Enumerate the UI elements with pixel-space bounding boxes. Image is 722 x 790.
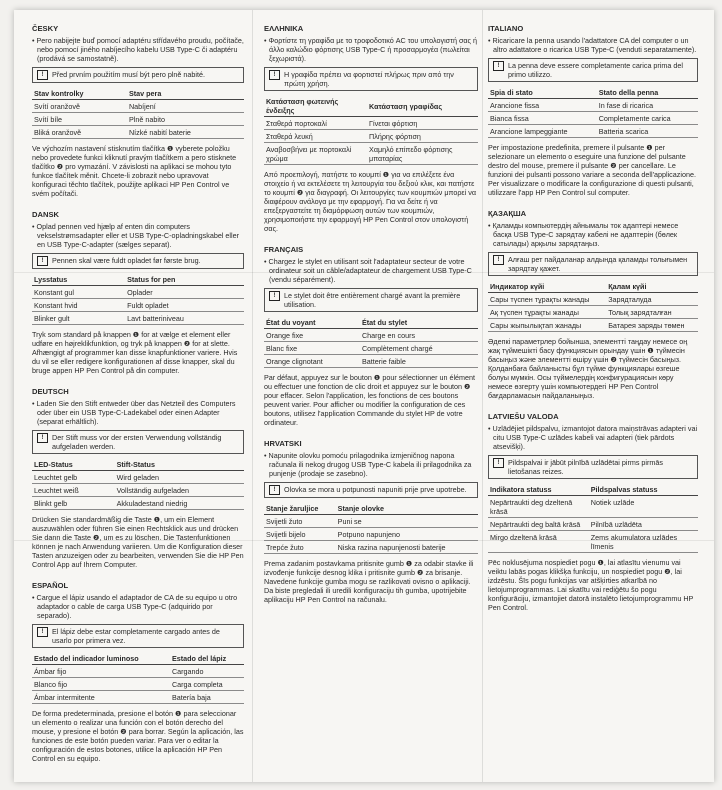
charging-instruction: • Ricaricare la penna usando l'adattatore CA del computer o un altro adattatore o ricarica USB Type-C (venduti separatamente). xyxy=(488,36,697,54)
table-row xyxy=(264,528,478,541)
note-text: Olovka se mora u potpunosti napuniti prije prve upotrebe. xyxy=(284,485,467,494)
note-icon: ! xyxy=(37,627,48,637)
note-box xyxy=(488,455,698,479)
table-header: Spia di stato xyxy=(488,87,597,99)
table-cell: Potpuno napunjeno xyxy=(336,528,478,541)
table-row xyxy=(32,484,244,497)
section-title: HRVATSKI xyxy=(264,439,302,448)
note-icon: ! xyxy=(37,70,48,80)
table-cell: Oplader xyxy=(125,286,244,299)
table-header: Pildspalvas statuss xyxy=(589,484,698,496)
section-title: ESPAÑOL xyxy=(32,581,69,590)
status-table xyxy=(32,274,244,325)
status-table xyxy=(488,281,698,332)
note-box xyxy=(32,253,244,269)
table-header: État du voyant xyxy=(264,317,360,329)
note-text: La penna deve essere completamente carica prima del primo utilizzo. xyxy=(508,61,683,79)
status-table xyxy=(32,653,244,704)
column-left xyxy=(32,24,244,775)
body-text: Pēc noklusējuma nospiediet pogu ❶, lai atlasītu vienumu vai veiktu labās pogas klikšķa funkciju, un nospiediet pogu ❷, lai izdzēstu. Šīs pogu funkcijas var atšķirties atkarībā no lietojumprogrammas. Lai skatītu vai rediģētu šo pogu konfigurāciju, izmantojiet datorā instalēto lietojumprogrammu HP Pen Control. xyxy=(488,558,694,612)
note-icon: ! xyxy=(269,291,280,301)
table-row xyxy=(32,100,244,113)
table-header: État du stylet xyxy=(360,317,478,329)
column-middle xyxy=(264,24,478,616)
table-cell: Arancione lampeggiante xyxy=(488,125,597,138)
section-title: ITALIANO xyxy=(488,24,524,33)
fold-line xyxy=(482,10,483,782)
section-deutsch xyxy=(32,387,244,569)
table-cell: Akkuladestand niedrig xyxy=(115,497,244,510)
table-header: Estado del lápiz xyxy=(170,653,244,665)
table-cell: Батарея заряды төмен xyxy=(606,319,698,332)
table-cell: Niska razina napunjenosti baterije xyxy=(336,541,478,554)
table-cell: Χαμηλό επίπεδο φόρτισης μπαταρίας xyxy=(367,143,478,165)
note-text: Pennen skal være fuldt opladet før første brug. xyxy=(52,256,201,265)
note-box xyxy=(488,58,698,82)
body-text: Prema zadanim postavkama pritisnite gumb ❶ za odabir stavke ili izvođenje funkcije desnog klika i pritisnite gumb ❷ za brisanje. Navedene funkcije gumba mogu se razlikovati ovisno o aplikaciji. Da biste pregledali ili uredili konfiguraciju tih gumba, upotrijebite aplikaciju HP Pen Control na računalu. xyxy=(264,559,474,604)
charging-instruction: • Laden Sie den Stift entweder über das Netzteil des Computers oder über ein USB Type-C-Ladekabel oder einen Adapter (separat erhältlich). xyxy=(32,399,236,426)
table-row xyxy=(264,329,478,342)
table-row xyxy=(264,130,478,143)
table-cell: Σταθερά λευκή xyxy=(264,130,367,143)
table-cell: Charge en cours xyxy=(360,329,478,342)
note-box xyxy=(488,252,698,276)
charging-instruction: • Uzlādējiet pildspalvu, izmantojot datora maiņstrāvas adapteri vai citu USB Type-C uzlādes kabeli vai adapteri (tiek pārdots atsevišķi). xyxy=(488,424,698,451)
table-cell: Konstant hvid xyxy=(32,299,125,312)
table-header: Stav kontrolky xyxy=(32,88,127,100)
note-icon: ! xyxy=(493,61,504,71)
charging-instruction: • Chargez le stylet en utilisant soit l'adaptateur secteur de votre ordinateur soit un câble/adaptateur de chargement USB Type-C (vendu séparément). xyxy=(264,257,472,284)
table-cell: Сары жыпылықтап жанады xyxy=(488,319,606,332)
table-cell: Svijetli žuto xyxy=(264,515,336,528)
table-cell: Zems akumulatora uzlādes līmenis xyxy=(589,531,698,553)
table-row xyxy=(264,117,478,130)
table-cell: Blanc fixe xyxy=(264,342,360,355)
table-row xyxy=(32,665,244,678)
table-header: Stift-Status xyxy=(115,459,244,471)
table-cell: Ámbar fijo xyxy=(32,665,170,678)
table-header: Indikatora statuss xyxy=(488,484,589,496)
section-title: ČESKY xyxy=(32,24,59,33)
table-cell: Complètement chargé xyxy=(360,342,478,355)
note-icon: ! xyxy=(37,433,48,443)
table-header: Stanje žaruljice xyxy=(264,503,336,515)
note-icon: ! xyxy=(269,70,280,80)
note-text: Алғаш рет пайдаланар алдында қаламды толығымен зарядтау қажет. xyxy=(508,255,688,273)
table-cell: Svítí bíle xyxy=(32,113,127,126)
table-row xyxy=(264,143,478,165)
note-box xyxy=(264,288,478,312)
section-title: ΕΛΛΗΝΙΚΑ xyxy=(264,24,304,33)
status-table xyxy=(264,503,478,554)
table-row xyxy=(488,496,698,518)
table-cell: Vollständig aufgeladen xyxy=(115,484,244,497)
table-cell: Ámbar intermitente xyxy=(32,691,170,704)
table-cell: Leuchtet gelb xyxy=(32,471,115,484)
table-cell: Orange fixe xyxy=(264,329,360,342)
status-table xyxy=(488,87,698,138)
table-cell: Fuldt opladet xyxy=(125,299,244,312)
table-row xyxy=(264,541,478,554)
section-francais xyxy=(264,245,478,427)
table-cell: Blanco fijo xyxy=(32,678,170,691)
charging-instruction: • Қаламды компьютердің айнымалы ток адаптері немесе басқа USB Type-C зарядтау кабелі не адаптерін (бөлек сатылады) арқылы зарядтаңыз. xyxy=(488,221,679,248)
charging-instruction: • Cargue el lápiz usando el adaptador de CA de su equipo u otro adaptador o cable de carga USB Type-C (adquirido por separado). xyxy=(32,593,238,620)
table-header: Stanje olovke xyxy=(336,503,478,515)
table-row xyxy=(488,319,698,332)
section-espanol xyxy=(32,581,244,763)
section-title: DEUTSCH xyxy=(32,387,69,396)
table-cell: Plně nabito xyxy=(127,113,244,126)
table-row xyxy=(32,299,244,312)
table-cell: Mirgo dzeltenā krāsā xyxy=(488,531,589,553)
charging-instruction: • Oplad pennen ved hjælp af enten din computers vekselstrømsadapter eller et USB Type-C-opladningskabel eller en USB Type-C-adapter (sælges separat). xyxy=(32,222,240,249)
table-row xyxy=(488,125,698,138)
table-cell: Blinkt gelb xyxy=(32,497,115,510)
section-dansk xyxy=(32,210,244,375)
status-table xyxy=(264,96,478,165)
manual-sheet xyxy=(14,10,714,782)
body-text: Ve výchozím nastavení stisknutím tlačítka ❶ vyberete položku nebo provedete funkci kliknutí pravým tlačítkem a pero stisknete tlačítko ❷ pro vymazání. V závislosti na aplikaci se mohou tyto funkce tlačítek měnit. Chcete-li zobrazit nebo upravovat konfiguraci těchto tlačítek, použijte aplikaci HP Pen Control ve svém počítači. xyxy=(32,144,237,198)
table-cell: Batería baja xyxy=(170,691,244,704)
table-cell: Pilnībā uzlādēta xyxy=(589,518,698,531)
note-text: Η γραφίδα πρέπει να φορτιστεί πλήρως πριν από την πρώτη χρήση. xyxy=(284,70,454,88)
section-title: ҚАЗАҚША xyxy=(488,209,527,218)
table-row xyxy=(32,113,244,126)
table-header: Lysstatus xyxy=(32,274,125,286)
table-header: Status for pen xyxy=(125,274,244,286)
charging-instruction: • Φορτίστε τη γραφίδα με το τροφοδοτικό AC του υπολογιστή σας ή άλλο καλώδιο φόρτισης USB Type-C ή προσαρμογέα (πωλείται ξεχωριστά). xyxy=(264,36,477,63)
fold-line xyxy=(252,10,253,782)
body-text: Әдепкі параметрлер бойынша, элементті таңдау немесе оң жақ түймешікті басу функциясын орындау үшін ❶ түймесін басыңыз және элементті өшіру үшін ❷ түймесін басыңыз. Қолданбаға байланысты бұл түйме функциялары өзгеше болуы мүмкін. Осы түймелердің конфигурациясын көру немесе өзгерту үшін компьютердегі HP Pen Control бағдарламасын пайдаланыңыз. xyxy=(488,337,688,400)
table-header: Κατάσταση γραφίδας xyxy=(367,96,478,117)
table-cell: Nepārtraukti deg dzeltenā krāsā xyxy=(488,496,589,518)
table-row xyxy=(264,515,478,528)
table-cell: Batterie faible xyxy=(360,355,478,368)
body-text: Tryk som standard på knappen ❶ for at vælge et element eller udføre en højreklikfunktion, og tryk på knappen ❷ for at slette. Afhængigt af programmer kan disse knapfunktioner variere. Hvis du vil se eller redigere konfigurationen af disse knapper, skal du bruge appen HP Pen Control på din computer. xyxy=(32,330,238,375)
table-cell: Carga completa xyxy=(170,678,244,691)
note-text: Der Stift muss vor der ersten Verwendung vollständig aufgeladen werden. xyxy=(52,433,222,451)
note-box xyxy=(264,67,478,91)
section-title: DANSK xyxy=(32,210,60,219)
note-icon: ! xyxy=(493,458,504,468)
table-cell: Πλήρης φόρτιση xyxy=(367,130,478,143)
note-box xyxy=(32,430,244,454)
section-latviesu xyxy=(488,412,698,612)
table-cell: Bianca fissa xyxy=(488,112,597,125)
status-table xyxy=(32,459,244,510)
note-icon: ! xyxy=(269,485,280,495)
body-text: Drücken Sie standardmäßig die Taste ❶, um ein Element auszuwählen oder führen Sie einen Rechtsklick aus und drücken Sie dann die Taste ❷, um es zu löschen. Die Tastenfunktionen können je nach Anwendung variieren. Um die Konfiguration dieser Tasten anzuzeigen oder zu bearbeiten, verwenden Sie die HP Pen Control App auf Ihrem Computer. xyxy=(32,515,244,569)
note-text: El lápiz debe estar completamente cargado antes de usarlo por primera vez. xyxy=(52,627,220,645)
table-cell: Lavt batteriniveau xyxy=(125,312,244,325)
column-right xyxy=(488,24,698,624)
table-header: Κατάσταση φωτεινής ένδειξης xyxy=(264,96,367,117)
note-box xyxy=(32,624,244,648)
table-row xyxy=(488,306,698,319)
table-cell: Зарядталуда xyxy=(606,293,698,306)
section-title: FRANÇAIS xyxy=(264,245,304,254)
table-header: Қалам күйі xyxy=(606,281,698,293)
table-cell: Ақ түспен тұрақты жанады xyxy=(488,306,606,319)
table-cell: Svijetli bijelo xyxy=(264,528,336,541)
table-cell: Σταθερά πορτοκαλί xyxy=(264,117,367,130)
table-row xyxy=(488,99,698,112)
table-row xyxy=(32,471,244,484)
status-table xyxy=(488,484,698,553)
table-row xyxy=(264,355,478,368)
table-cell: Толық зарядталған xyxy=(606,306,698,319)
table-header: Estado del indicador luminoso xyxy=(32,653,170,665)
table-cell: Nabíjení xyxy=(127,100,244,113)
body-text: Per impostazione predefinita, premere il pulsante ❶ per selezionare un elemento o eseguire una funzione del pulsante destro del mouse, premere il pulsante ❷ per cancellare. Le funzioni dei pulsanti possono variare a seconda dell'applicazione. Per visualizzare o modificare la configurazione di questi pulsanti, utilizzare l'app HP Pen Control sul computer. xyxy=(488,143,696,197)
section-cesky xyxy=(32,24,244,198)
table-cell: Nepārtraukti deg baltā krāsā xyxy=(488,518,589,531)
body-text: Par défaut, appuyez sur le bouton ❶ pour sélectionner un élément ou effectuer une fonction de clic droit et appuyez sur le bouton ❷ pour effacer. Selon l'application, les fonctions de ces boutons peuvent varier. Pour afficher ou modifier la configuration de ces boutons, utilisez l'application Commande du stylet HP de votre ordinateur. xyxy=(264,373,476,427)
table-cell: Orange clignotant xyxy=(264,355,360,368)
table-row xyxy=(32,286,244,299)
table-cell: Αναβοσβήνει με πορτοκαλί χρώμα xyxy=(264,143,367,165)
status-table xyxy=(32,88,244,139)
table-cell: Batteria scarica xyxy=(597,125,698,138)
table-row xyxy=(32,312,244,325)
table-row xyxy=(488,531,698,553)
table-cell: Leuchtet weiß xyxy=(32,484,115,497)
table-cell: Nízké nabití baterie xyxy=(127,126,244,139)
table-cell: Notiek uzlāde xyxy=(589,496,698,518)
table-cell: Cargando xyxy=(170,665,244,678)
table-cell: In fase di ricarica xyxy=(597,99,698,112)
body-text: Από προεπιλογή, πατήστε το κουμπί ❶ για να επιλέξετε ένα στοιχείο ή να εκτελέσετε τη λειτουργία του δεξιού κλικ, και πατήστε το κουμπί ❷ για διαγραφή. Οι λειτουργίες των κουμπιών μπορεί να διαφέρουν ανάλογα με την εφαρμογή. Για να δείτε ή να επεξεργαστείτε τη διαμόρφωση αυτών των κουμπιών, χρησιμοποιήστε την εφαρμογή HP Pen Control στον υπολογιστή σας. xyxy=(264,170,476,233)
table-row xyxy=(488,518,698,531)
table-cell: Svítí oranžově xyxy=(32,100,127,113)
section-hrvatski xyxy=(264,439,478,604)
table-cell: Blinker gult xyxy=(32,312,125,325)
table-cell: Konstant gul xyxy=(32,286,125,299)
table-row xyxy=(488,112,698,125)
table-row xyxy=(32,678,244,691)
note-icon: ! xyxy=(37,256,48,266)
table-header: Stato della penna xyxy=(597,87,698,99)
note-text: Pildspalvai ir jābūt pilnībā uzlādētai pirms pirmās lietošanas reizes. xyxy=(508,458,664,476)
note-icon: ! xyxy=(493,255,504,265)
charging-instruction: • Napunite olovku pomoću prilagodnika izmjeničnog napona računala ili nekog drugog USB Type-C kabela ili prilagodnika za punjenje (prodaje se zasebno). xyxy=(264,451,472,478)
table-cell: Trepće žuto xyxy=(264,541,336,554)
table-row xyxy=(32,691,244,704)
table-row xyxy=(32,497,244,510)
section-ellinika xyxy=(264,24,478,233)
section-title: LATVIEŠU VALODA xyxy=(488,412,559,421)
table-cell: Completamente carica xyxy=(597,112,698,125)
table-header: Stav pera xyxy=(127,88,244,100)
table-cell: Arancione fissa xyxy=(488,99,597,112)
table-cell: Puni se xyxy=(336,515,478,528)
table-cell: Wird geladen xyxy=(115,471,244,484)
note-box xyxy=(264,482,478,498)
table-cell: Bliká oranžově xyxy=(32,126,127,139)
table-header: LED-Status xyxy=(32,459,115,471)
table-row xyxy=(32,126,244,139)
table-row xyxy=(264,342,478,355)
status-table xyxy=(264,317,478,368)
table-cell: Сары түспен тұрақты жанады xyxy=(488,293,606,306)
section-kazakh xyxy=(488,209,698,400)
note-box xyxy=(32,67,244,83)
note-text: Le stylet doit être entièrement chargé avant la première utilisation. xyxy=(284,291,461,309)
table-row xyxy=(488,293,698,306)
table-header: Индикатор күйі xyxy=(488,281,606,293)
body-text: De forma predeterminada, presione el botón ❶ para seleccionar un elemento o realizar una función con el botón derecho del mouse, y presione el botón ❷ para borrar. Según la aplicación, las funciones de este botón pueden variar. Para ver o editar la configuración de estos botones, utilice la aplicación HP Pen Control en su equipo. xyxy=(32,709,244,763)
note-text: Před prvním použitím musí být pero plně nabité. xyxy=(52,70,206,79)
section-italiano xyxy=(488,24,698,197)
charging-instruction: • Pero nabijejte buď pomocí adaptéru střídavého proudu, počítače, nebo pomocí jiného nabíjecího kabelu USB Type-C či adaptéru (prodává se samostatně). xyxy=(32,36,244,63)
table-cell: Γίνεται φόρτιση xyxy=(367,117,478,130)
